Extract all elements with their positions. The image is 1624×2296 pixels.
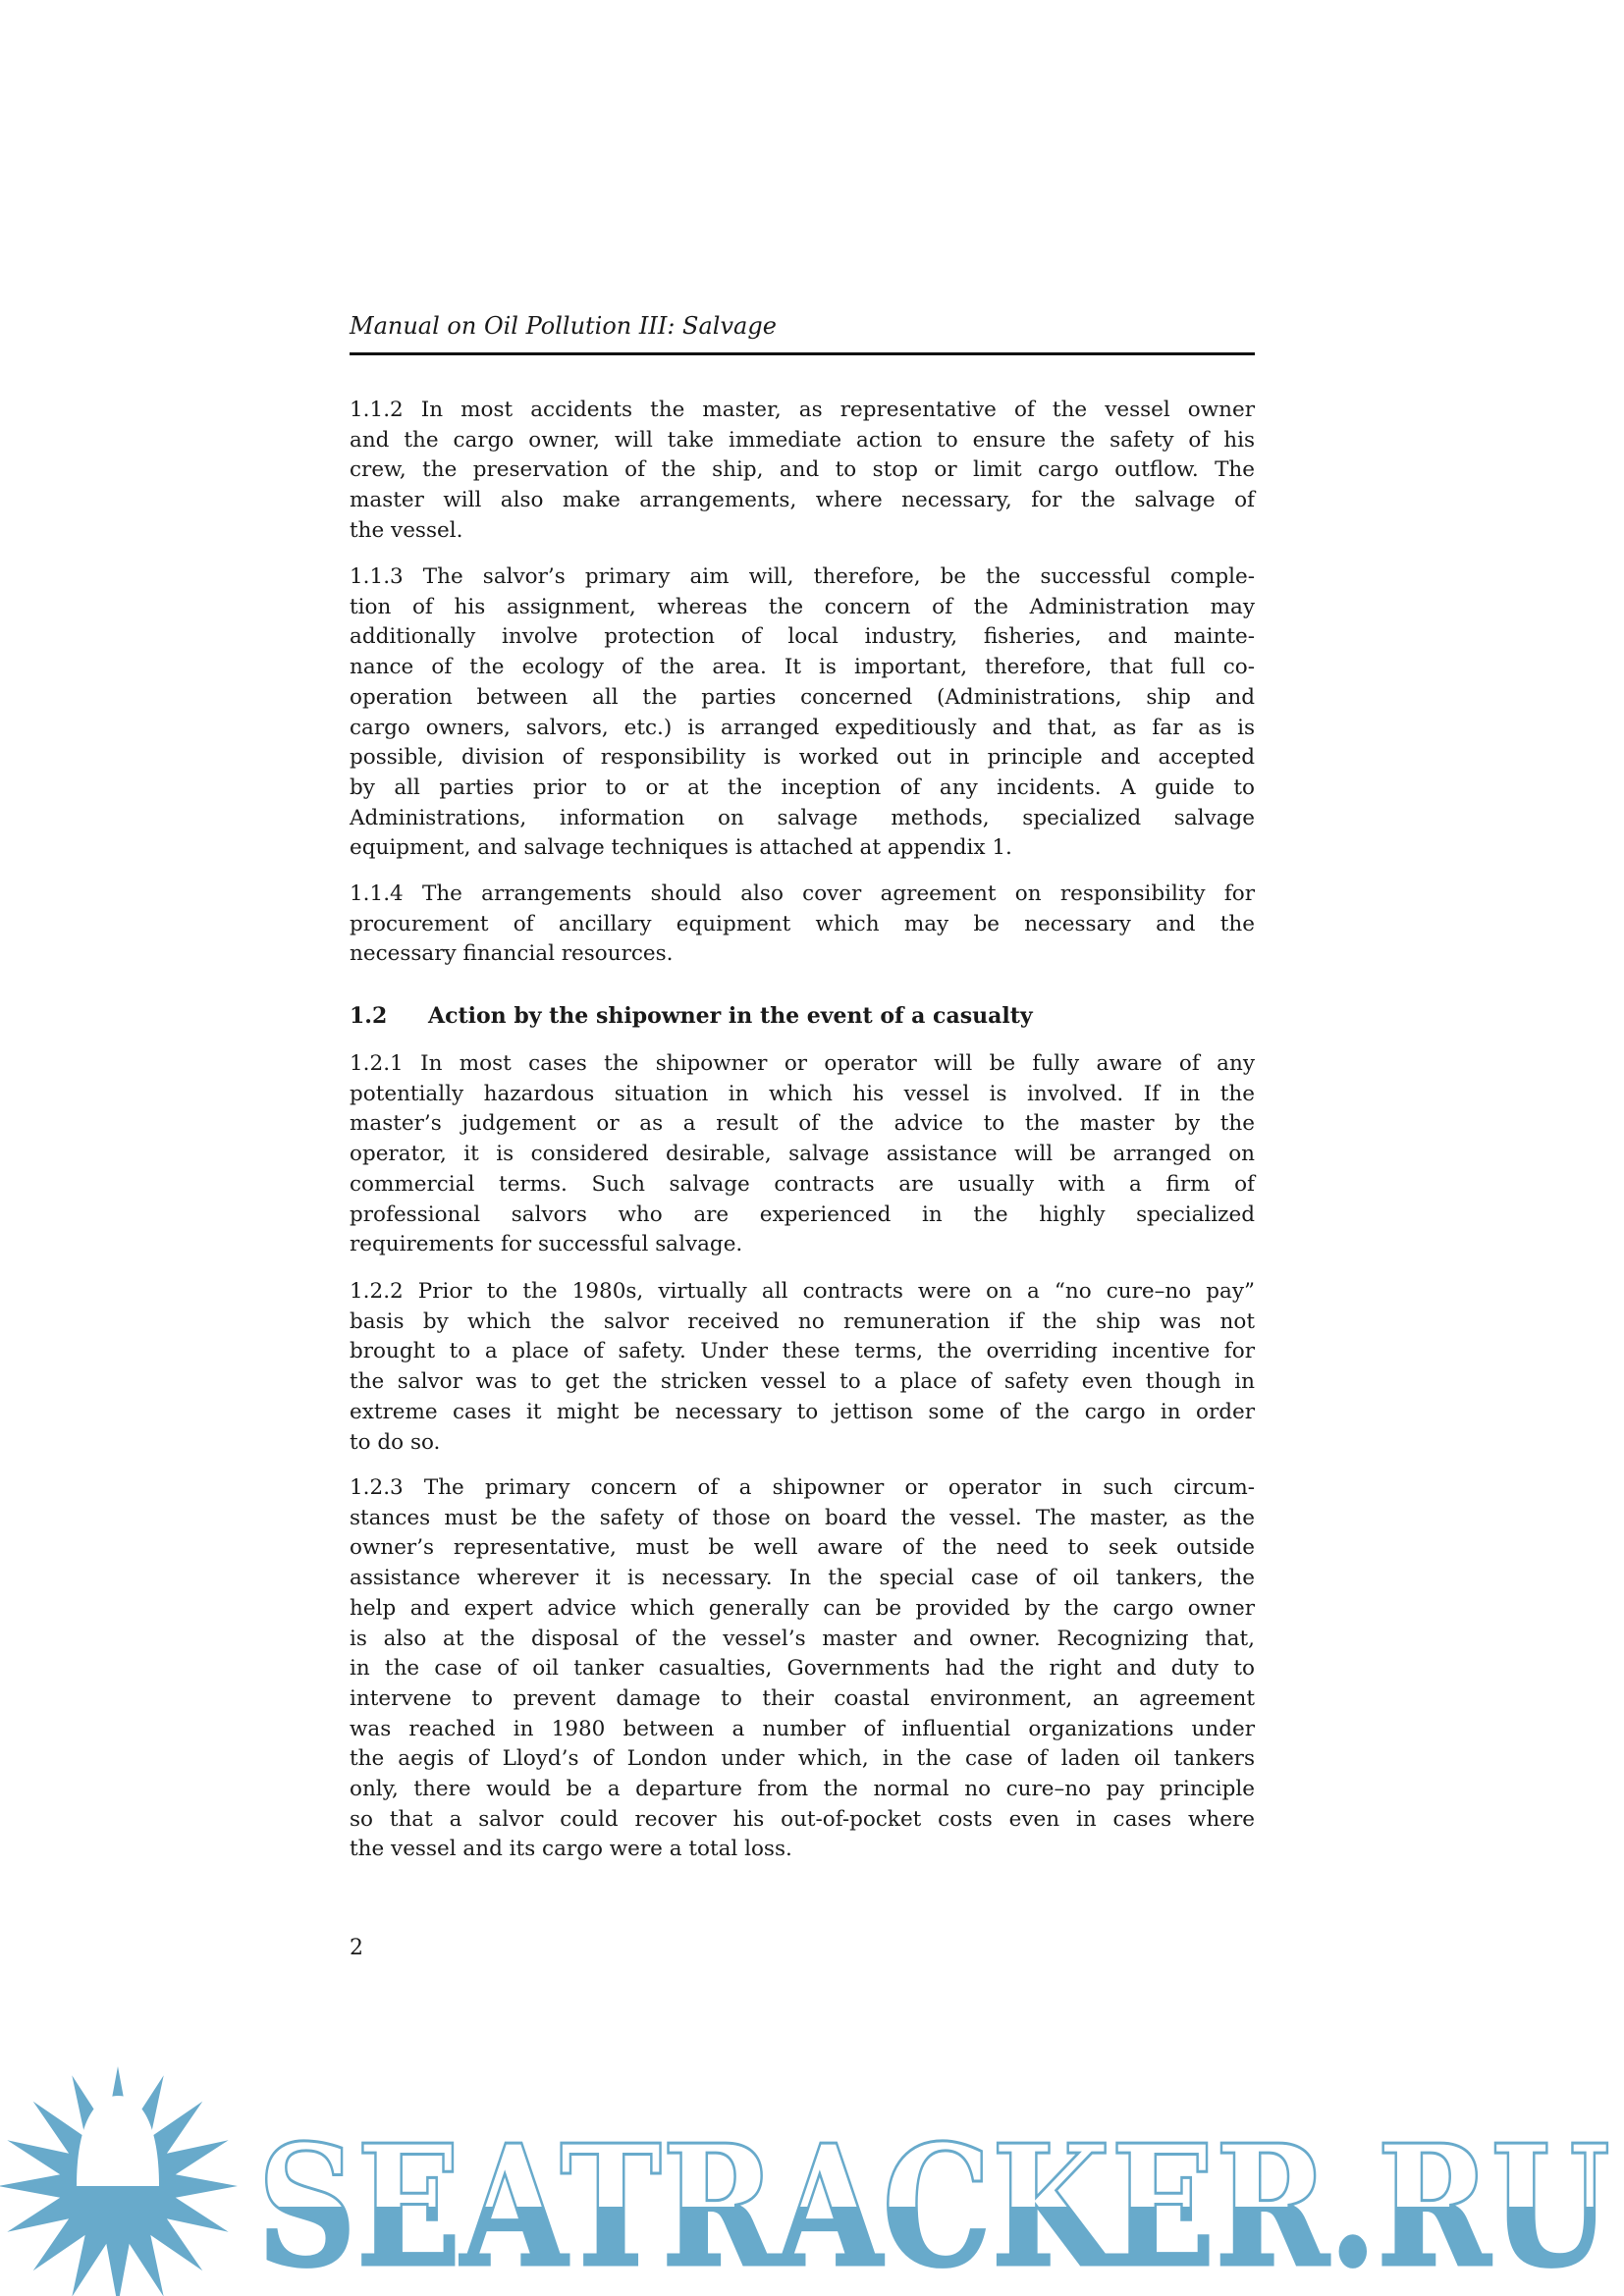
section-heading xyxy=(350,1003,1033,1029)
text-line: crew, the preservation of the ship, and to stop or limit cargo outflow. The xyxy=(350,457,1255,483)
section-number: 1.2 xyxy=(350,1003,388,1029)
text-line: and the cargo owner, will take immediate action to ensure the safety of his xyxy=(350,427,1255,453)
section-title: Action by the shipowner in the event of a casualty xyxy=(428,1003,1033,1029)
text-line: professional salvors who are experienced in the highly specialized xyxy=(350,1201,1255,1227)
header-rule xyxy=(350,352,1255,355)
text-line: stances must be the safety of those on board the vessel. The master, as the xyxy=(350,1505,1255,1530)
text-line: by all parties prior to or at the inception of any incidents. A guide to xyxy=(350,774,1255,800)
text-line: master’s judgement or as a result of the advice to the master by the xyxy=(350,1111,1255,1137)
text-line: 1.2.3 The primary concern of a shipowner or operator in such circum- xyxy=(350,1475,1255,1500)
text-line: owner’s representative, must be well aware of the need to seek outside xyxy=(350,1535,1255,1561)
text-line: basis by which the salvor received no remuneration if the ship was not xyxy=(350,1308,1255,1334)
text-line: so that a salvor could recover his out-of-pocket costs even in cases where xyxy=(350,1806,1255,1832)
text-line: 1.1.4 The arrangements should also cover agreement on responsibility for xyxy=(350,881,1255,906)
text-line: requirements for successful salvage. xyxy=(350,1232,743,1257)
text-line: brought to a place of safety. Under these terms, the overriding incentive for xyxy=(350,1339,1255,1364)
paragraph-1-2-1 xyxy=(350,1049,1255,1260)
text-line: operator, it is considered desirable, salvage assistance will be arranged on xyxy=(350,1142,1255,1167)
text-line: the vessel. xyxy=(350,517,463,543)
text-line: possible, division of responsibility is worked out in principle and accepted xyxy=(350,745,1255,771)
text-line: in the case of oil tanker casualties, Governments had the right and duty to xyxy=(350,1656,1255,1682)
text-line: 1.2.1 In most cases the shipowner or operator will be fully aware of any xyxy=(350,1051,1255,1076)
sun-logo-icon xyxy=(0,2066,238,2296)
text-line: additionally involve protection of local industry, fisheries, and mainte- xyxy=(350,624,1255,650)
text-line: procurement of ancillary equipment which may be necessary and the xyxy=(350,911,1255,936)
text-line: extreme cases it might be necessary to jettison some of the cargo in order xyxy=(350,1399,1255,1424)
text-line: cargo owners, salvors, etc.) is arranged expeditiously and that, as far as is xyxy=(350,715,1255,740)
text-line: to do so. xyxy=(350,1429,441,1455)
running-title: Manual on Oil Pollution III: Salvage xyxy=(350,312,777,340)
text-line: 1.1.3 The salvor’s primary aim will, therefore, be the successful comple- xyxy=(350,564,1255,589)
paragraph-1-2-2 xyxy=(350,1277,1255,1458)
text-line: 1.2.2 Prior to the 1980s, virtually all contracts were on a “no cure–no pay” xyxy=(350,1279,1255,1304)
text-line: tion of his assignment, whereas the concern of the Administration may xyxy=(350,594,1255,619)
text-line: nance of the ecology of the area. It is important, therefore, that full co- xyxy=(350,655,1255,680)
paragraph-1-2-3 xyxy=(350,1473,1255,1865)
text-line: the aegis of Lloyd’s of London under which, in the case of laden oil tankers xyxy=(350,1746,1255,1772)
text-line: the salvor was to get the stricken vessel to a place of safety even though in xyxy=(350,1369,1255,1395)
text-line: potentially hazardous situation in which his vessel is involved. If in the xyxy=(350,1081,1255,1106)
watermark-text: SEATRACKER.RU xyxy=(257,2109,1610,2296)
text-line: intervene to prevent damage to their coastal environment, an agreement xyxy=(350,1685,1255,1711)
text-line: operation between all the parties concerned (Administrations, ship and xyxy=(350,684,1255,710)
paragraph-1-1-4 xyxy=(350,880,1255,970)
text-line: necessary financial resources. xyxy=(350,941,674,967)
text-line: equipment, and salvage techniques is attached at appendix 1. xyxy=(350,835,1012,861)
text-line: 1.1.2 In most accidents the master, as representative of the vessel owner xyxy=(350,398,1255,422)
seatracker-watermark xyxy=(0,2056,1624,2296)
text-line: assistance wherever it is necessary. In the special case of oil tankers, the xyxy=(350,1566,1255,1591)
text-line: only, there would be a departure from the normal no cure–no pay principle xyxy=(350,1777,1255,1802)
text-line: help and expert advice which generally can be provided by the cargo owner xyxy=(350,1595,1255,1621)
text-line: Administrations, information on salvage methods, specialized salvage xyxy=(350,805,1255,830)
text-line: is also at the disposal of the vessel’s master and owner. Recognizing that, xyxy=(350,1626,1255,1651)
paragraph-1-1-2 xyxy=(350,396,1255,547)
text-line: commercial terms. Such salvage contracts are usually with a firm of xyxy=(350,1171,1255,1197)
text-line: the vessel and its cargo were a total loss. xyxy=(350,1837,792,1862)
text-line: was reached in 1980 between a number of influential organizations under xyxy=(350,1716,1255,1741)
text-line: master will also make arrangements, where necessary, for the salvage of xyxy=(350,488,1255,513)
page-number: 2 xyxy=(350,1936,363,1960)
paragraph-1-1-3 xyxy=(350,562,1255,864)
